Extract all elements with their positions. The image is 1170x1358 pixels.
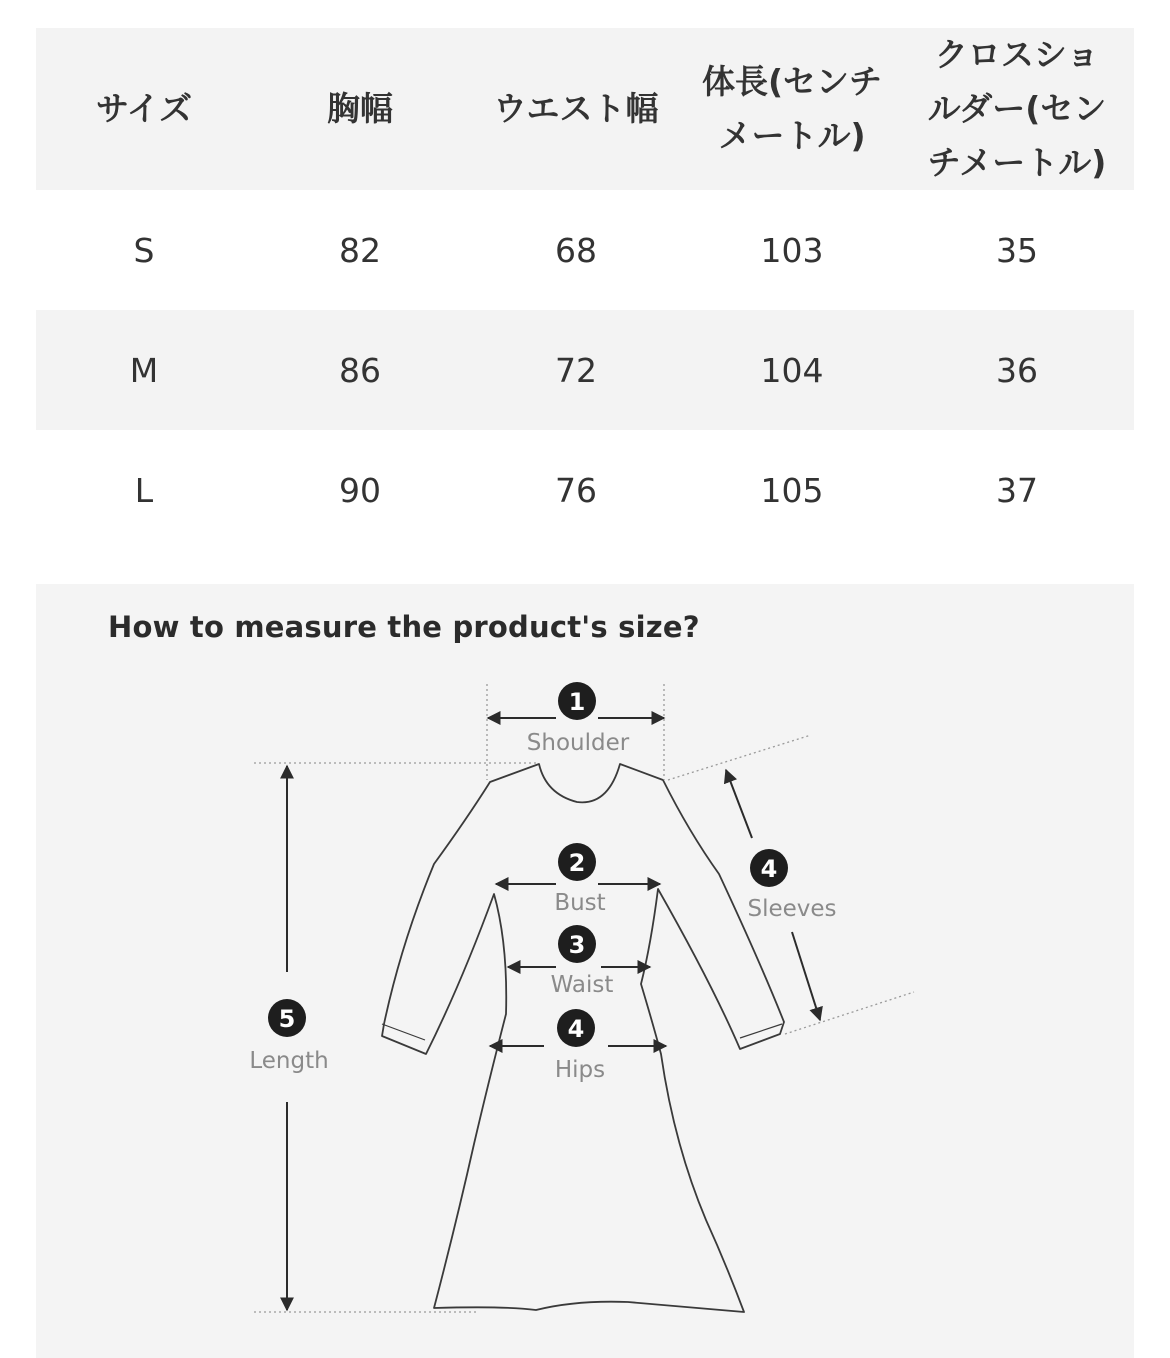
cell-bust: 86	[339, 350, 381, 390]
cell-size: S	[133, 230, 155, 270]
cell-cross-shoulder: 37	[996, 470, 1038, 510]
header-bust: 胸幅	[327, 89, 393, 128]
cell-cross-shoulder: 36	[996, 350, 1038, 390]
header-cross-shoulder: クロスショ ルダー(セン チメートル)	[927, 35, 1107, 182]
svg-text:1: 1	[568, 688, 586, 716]
dress-measure-diagram	[36, 584, 1134, 1358]
measure-guide	[36, 584, 1134, 1358]
length-label: Length	[249, 1048, 329, 1074]
svg-text:2: 2	[568, 849, 586, 877]
cell-bust: 82	[339, 230, 381, 270]
guide-title: How to measure the product's size?	[108, 610, 700, 644]
cell-waist: 68	[555, 230, 597, 270]
sleeves-arrow-up	[726, 770, 752, 838]
table-row	[36, 310, 1134, 430]
header-size: サイズ	[95, 89, 193, 128]
sleeves-marker	[747, 849, 836, 922]
svg-text:4: 4	[567, 1015, 585, 1043]
cell-waist: 72	[555, 350, 597, 390]
bust-label: Bust	[554, 890, 606, 916]
sleeves-arrow-down	[792, 932, 820, 1020]
cell-bust: 90	[339, 470, 381, 510]
hips-marker	[555, 1009, 605, 1083]
cell-size: L	[134, 470, 154, 510]
cell-cross-shoulder: 35	[996, 230, 1038, 270]
cell-length: 104	[760, 350, 824, 390]
cell-size: M	[129, 350, 159, 390]
svg-text:4: 4	[760, 855, 778, 883]
bust-marker	[554, 843, 605, 916]
size-table	[36, 28, 1134, 550]
svg-text:5: 5	[278, 1005, 296, 1033]
length-marker	[249, 999, 328, 1074]
waist-marker	[551, 925, 614, 998]
cell-waist: 76	[555, 470, 597, 510]
size-table-header	[36, 28, 1134, 190]
table-row	[36, 430, 1134, 550]
header-length: 体長(センチ メートル)	[701, 62, 883, 155]
hips-label: Hips	[554, 1057, 606, 1083]
table-row	[36, 190, 1134, 310]
guide-dotted-lines	[254, 684, 914, 1312]
cell-length: 105	[760, 470, 824, 510]
svg-text:3: 3	[568, 931, 586, 959]
shoulder-label: Shoulder	[526, 730, 630, 756]
sleeves-label: Sleeves	[747, 896, 837, 922]
waist-label: Waist	[550, 972, 614, 998]
header-waist: ウエスト幅	[493, 89, 659, 128]
measure-arrows	[287, 718, 820, 1310]
cell-length: 103	[760, 230, 824, 270]
